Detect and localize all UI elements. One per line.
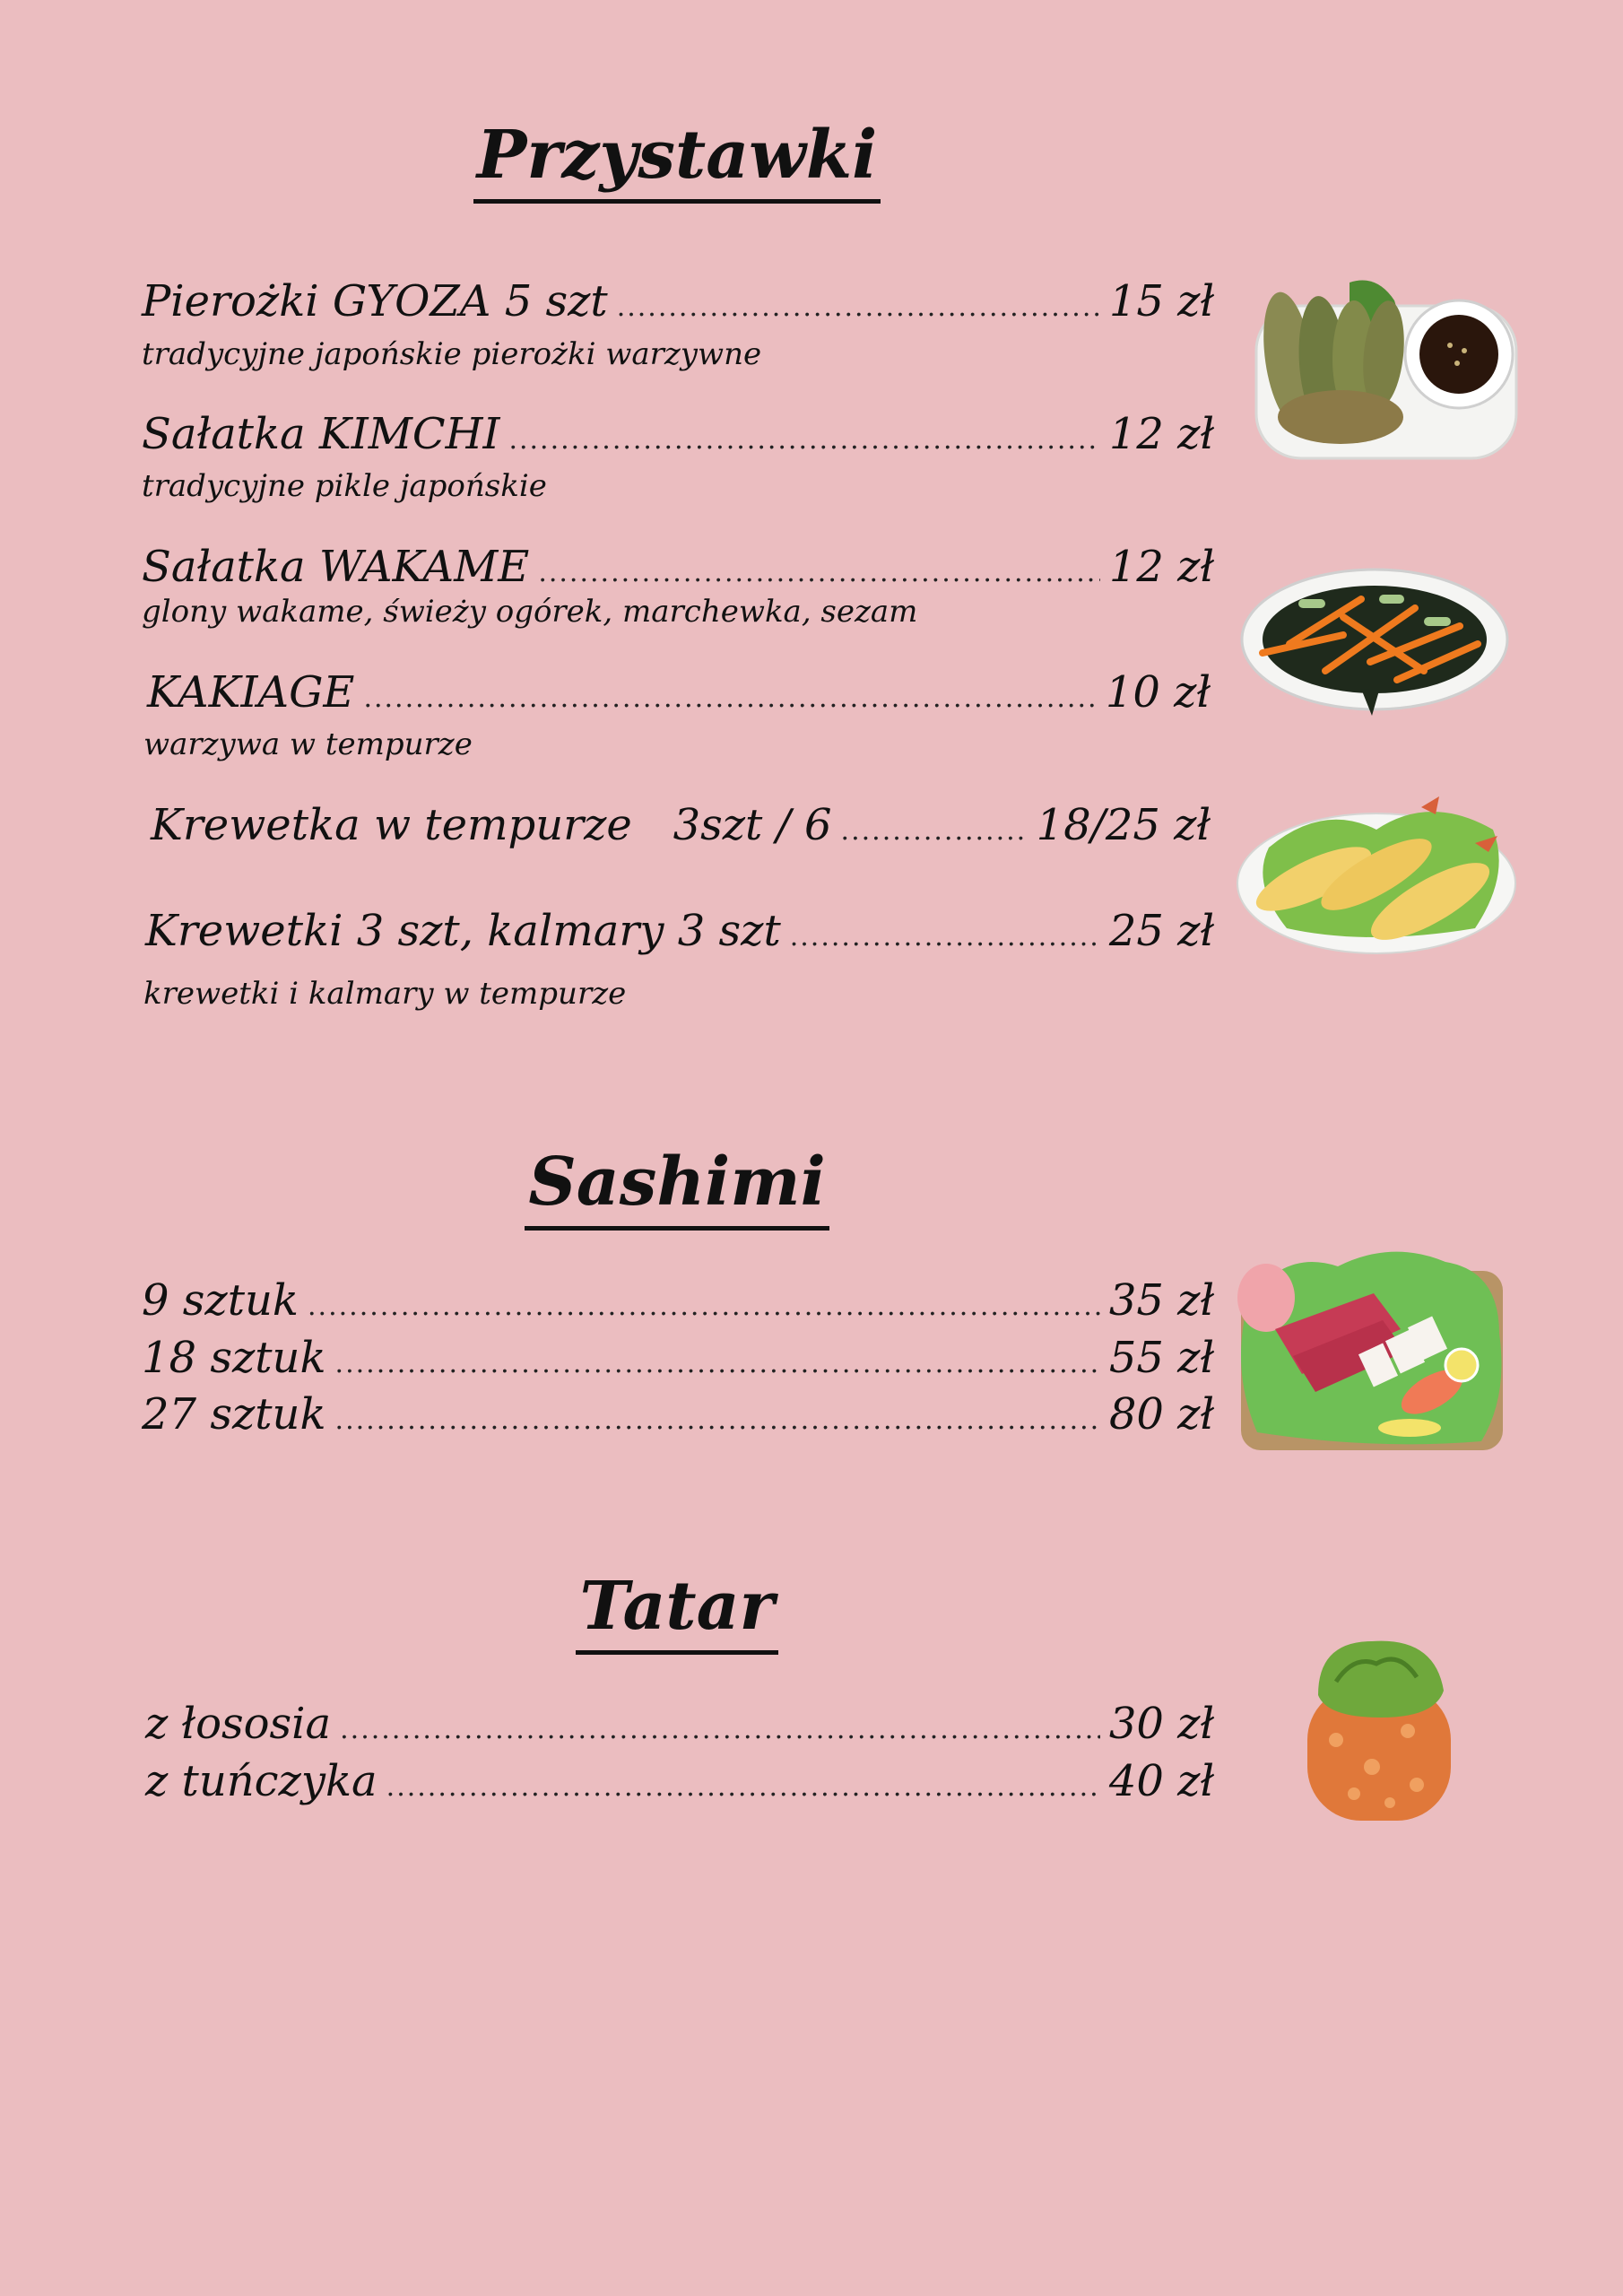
item-description: tradycyjne japońskie pierożki warzywne: [142, 336, 762, 372]
item-price: 30 zł: [1108, 1699, 1214, 1749]
section-title-tatar: Tatar: [0, 1568, 1354, 1645]
leader-dots: [790, 921, 1100, 952]
item-description: warzywa w tempurze: [143, 726, 473, 762]
item-name: 27 sztuk: [142, 1389, 326, 1439]
menu-item-wakame: [142, 542, 1214, 592]
item-name: 9 sztuk: [142, 1275, 299, 1326]
leader-dots: [308, 1291, 1100, 1322]
item-name: z tuńczyka: [145, 1756, 378, 1806]
leader-dots: [508, 424, 1099, 456]
menu-item-tatar-tunczyk: [145, 1756, 1214, 1806]
leader-dots: [335, 1348, 1100, 1379]
leader-dots: [841, 815, 1028, 847]
item-price: 80 zł: [1108, 1389, 1214, 1439]
item-price: 12 zł: [1108, 542, 1214, 592]
leader-dots: [617, 291, 1100, 323]
item-name: Krewetka w tempurze 3szt / 6: [151, 800, 832, 850]
item-name: Sałatka WAKAME: [142, 542, 530, 592]
section-title-przystawki: Przystawki: [0, 117, 1354, 194]
menu-item-kakiage: [147, 667, 1211, 718]
leader-dots: [386, 1771, 1100, 1803]
item-name: Pierożki GYOZA 5 szt: [142, 276, 608, 326]
leader-dots: [538, 557, 1100, 588]
gyoza-photo: [1251, 274, 1529, 462]
menu-item-sashimi-18: [142, 1333, 1214, 1383]
item-price: 12 zł: [1108, 409, 1214, 459]
menu-item-gyoza: [142, 276, 1214, 326]
leader-dots: [340, 1714, 1100, 1745]
item-price: 25 zł: [1108, 906, 1214, 956]
wakame-salad-photo: [1236, 563, 1514, 725]
item-price: 18/25 zł: [1036, 800, 1211, 850]
section-title-sashimi: Sashimi: [0, 1144, 1354, 1221]
item-description: krewetki i kalmary w tempurze: [143, 976, 627, 1012]
item-description: glony wakame, świeży ogórek, marchewka, sezam: [142, 594, 918, 630]
item-name: 18 sztuk: [142, 1333, 326, 1383]
menu-item-tatar-losos: [145, 1699, 1214, 1749]
tatar-photo: [1300, 1632, 1457, 1830]
leader-dots: [363, 683, 1096, 714]
item-price: 40 zł: [1108, 1756, 1214, 1806]
shrimp-tempura-photo: [1233, 794, 1520, 960]
menu-item-krewetki-kalmary: [145, 906, 1214, 956]
sashimi-platter-photo: [1230, 1248, 1508, 1459]
menu-item-sashimi-9: [142, 1275, 1214, 1326]
item-name: z łososia: [145, 1699, 332, 1749]
item-name: KAKIAGE: [147, 667, 355, 718]
item-name: Sałatka KIMCHI: [142, 409, 500, 459]
item-price: 55 zł: [1108, 1333, 1214, 1383]
menu-item-sashimi-27: [142, 1389, 1214, 1439]
item-name: Krewetki 3 szt, kalmary 3 szt: [145, 906, 781, 956]
leader-dots: [335, 1405, 1100, 1436]
menu-item-kimchi: [142, 409, 1214, 459]
item-price: 35 zł: [1108, 1275, 1214, 1326]
item-price: 10 zł: [1105, 667, 1211, 718]
item-description: tradycyjne pikle japońskie: [142, 468, 547, 504]
menu-item-krewetka: [151, 800, 1211, 850]
item-price: 15 zł: [1108, 276, 1214, 326]
